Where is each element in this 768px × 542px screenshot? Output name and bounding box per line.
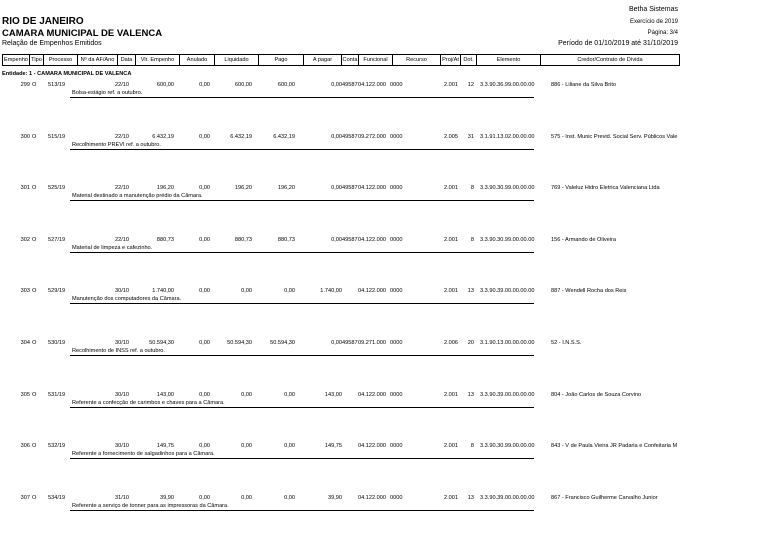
cell-liquidado: 6.432,19 — [230, 133, 252, 140]
cell-pago: 0,00 — [284, 288, 295, 295]
row-divider — [70, 97, 534, 98]
cell-proj: 2.001 — [444, 494, 458, 501]
cell-elemento: 3.3.90.30.99.00.00.00 — [480, 185, 535, 192]
row-divider — [70, 252, 534, 253]
cell-proj: 2.001 — [444, 288, 458, 295]
cell-dot: 13 — [467, 391, 474, 398]
cell-elemento: 3.1.90.13.00.00.00.00 — [480, 340, 535, 346]
cell-credor: 887 - Wendell Rocha dos Reis — [551, 288, 627, 295]
cell-valor: 50.594,30 — [149, 340, 174, 346]
cell-apagar: 149,75 — [324, 443, 342, 450]
col-header: Processo — [44, 55, 78, 65]
cell-recurso: 0000 — [390, 185, 403, 192]
cell-data: 30/10 — [115, 288, 129, 295]
cell-valor: 143,00 — [156, 391, 174, 398]
cell-dot: 20 — [467, 340, 474, 346]
cell-tipo: O — [32, 288, 37, 295]
cell-recurso: 0000 — [390, 236, 403, 243]
cell-elemento: 3.1.91.13.02.00.00.00 — [480, 133, 535, 140]
cell-anulado: 0,00 — [199, 236, 210, 243]
cell-credor: 804 - João Carlos de Souza Corvino — [551, 391, 642, 398]
cell-historico: Bolsa-estágio ref. a outubro. — [72, 90, 143, 96]
cell-elemento: 3.3.90.39.00.00.00.00 — [480, 494, 535, 501]
cell-proj: 2.001 — [444, 443, 458, 450]
cell-funcional: 09.272.000 — [358, 133, 386, 140]
exercise-year: Exercício de 2019 — [629, 19, 678, 25]
cell-recurso: 0000 — [390, 82, 403, 88]
cell-apagar: 0,00 — [331, 340, 342, 346]
cell-tipo: O — [32, 133, 37, 140]
cell-elemento: 3.3.90.39.00.00.00.00 — [480, 391, 535, 398]
cell-tipo: O — [32, 82, 37, 88]
cell-proj: 2.006 — [444, 340, 458, 346]
cell-proj: 2.001 — [444, 236, 458, 243]
cell-anulado: 0,00 — [199, 340, 210, 346]
cell-funcional: 04.122.000 — [358, 236, 386, 243]
organization-name: CAMARA MUNICIPAL DE VALENCA — [2, 28, 163, 39]
cell-funcional: 04.122.000 — [358, 494, 386, 501]
col-header: Funcional — [359, 55, 393, 65]
cell-processo: 534/19 — [48, 494, 66, 501]
cell-processo: 530/19 — [48, 340, 66, 346]
cell-credor: 52 - I.N.S.S. — [551, 340, 582, 346]
cell-tipo: O — [32, 494, 37, 501]
cell-credor: 867 - Francisco Guilherme Carvalho Junior — [551, 494, 658, 501]
system-name: Betha Sistemas — [628, 6, 678, 13]
cell-credor: 769 - Valeluz Hidro Eletrica Valenciana Ltda — [551, 185, 660, 192]
cell-funcional: 04.122.000 — [358, 288, 386, 295]
cell-processo: 531/19 — [48, 391, 66, 398]
col-header: Vlr. Empenho — [136, 55, 180, 65]
cell-conta: 49587 — [342, 185, 358, 192]
cell-elemento: 3.3.90.36.99.00.00.00 — [480, 82, 535, 88]
page-number: Página: 3/4 — [647, 30, 678, 36]
col-header: Tipo — [30, 55, 44, 65]
col-header: Dot. — [461, 55, 477, 65]
cell-empenho: 299 — [20, 82, 30, 88]
cell-historico: Referente a serviço de tonner para as impressoras da Câmara. — [72, 502, 229, 509]
cell-funcional: 04.122.000 — [358, 82, 386, 88]
cell-liquidado: 196,20 — [234, 185, 252, 192]
report-period: Período de 01/10/2019 até 31/10/2019 — [558, 40, 678, 47]
cell-anulado: 0,00 — [199, 185, 210, 192]
row-divider — [70, 303, 534, 304]
cell-empenho: 302 — [20, 236, 30, 243]
cell-anulado: 0,00 — [199, 443, 210, 450]
cell-historico: Referente a confecção de carimbos e chaves para a Câmara. — [72, 399, 225, 406]
cell-empenho: 305 — [20, 391, 30, 398]
cell-elemento: 3.3.90.30.99.00.00.00 — [480, 236, 535, 243]
cell-dot: 13 — [467, 288, 474, 295]
cell-empenho: 300 — [20, 133, 30, 140]
cell-pago: 880,73 — [277, 236, 295, 243]
cell-liquidado: 0,00 — [241, 391, 252, 398]
cell-anulado: 0,00 — [199, 494, 210, 501]
cell-historico: Recolhimento de INSS ref. a outubro. — [72, 348, 165, 354]
cell-data: 30/10 — [115, 443, 129, 450]
cell-conta: 49587 — [342, 340, 358, 346]
cell-credor: 575 - Inst. Munic Previd. Social Serv. Públicos Vale — [551, 133, 678, 140]
cell-elemento: 3.3.90.39.00.00.00.00 — [480, 288, 535, 295]
col-header: Credor/Contrato de Dívida — [577, 57, 643, 63]
cell-processo: 513/19 — [48, 82, 66, 88]
cell-valor: 880,73 — [156, 236, 174, 243]
cell-apagar: 143,00 — [324, 391, 342, 398]
cell-credor: 843 - V de Paula Vieira JR Padaria e Confeitaria M — [551, 443, 678, 450]
cell-liquidado: 600,00 — [234, 82, 252, 88]
cell-recurso: 0000 — [390, 340, 403, 346]
state-name: RIO DE JANEIRO — [2, 16, 84, 27]
cell-pago: 6.432,19 — [273, 133, 295, 140]
cell-apagar: 1.740,00 — [320, 288, 342, 295]
cell-valor: 600,00 — [156, 82, 174, 88]
cell-data: 30/10 — [115, 391, 129, 398]
cell-apagar: 0,00 — [331, 82, 342, 88]
cell-apagar: 0,00 — [331, 185, 342, 192]
cell-funcional: 09.271.000 — [358, 340, 386, 346]
row-divider — [70, 407, 534, 408]
cell-liquidado: 50.594,30 — [227, 340, 252, 346]
col-header: Conta — [342, 57, 358, 63]
cell-historico: Referente a fornecimento de salgadinhos para a Câmara. — [72, 451, 215, 458]
cell-anulado: 0,00 — [199, 82, 210, 88]
cell-processo: 529/19 — [48, 288, 66, 295]
row-divider — [70, 149, 534, 150]
col-header: Empenho — [3, 55, 30, 65]
row-divider — [70, 200, 534, 201]
cell-anulado: 0,00 — [199, 288, 210, 295]
cell-credor: 886 - Liliane da Silva Brito — [551, 82, 616, 88]
cell-liquidado: 0,00 — [241, 494, 252, 501]
cell-dot: 12 — [467, 82, 474, 88]
cell-apagar: 0,00 — [331, 133, 342, 140]
cell-tipo: O — [32, 236, 37, 243]
cell-historico: Material destinado a manutenção prédio da Câmara. — [72, 193, 203, 200]
cell-anulado: 0,00 — [199, 391, 210, 398]
cell-proj: 2.001 — [444, 82, 458, 88]
row-divider — [70, 355, 534, 356]
cell-processo: 525/19 — [48, 185, 66, 192]
report-title: Relação de Empenhos Emitidos — [2, 40, 102, 47]
cell-tipo: O — [32, 340, 37, 346]
cell-conta: 49587 — [342, 133, 358, 140]
col-header: Liquidado — [215, 55, 259, 65]
cell-valor: 196,20 — [156, 185, 174, 192]
col-header: Proj/At — [441, 55, 461, 65]
cell-conta: 49587 — [342, 82, 358, 88]
cell-pago: 0,00 — [284, 391, 295, 398]
cell-dot: 8 — [470, 236, 474, 243]
cell-recurso: 0000 — [390, 391, 403, 398]
col-header: Pago — [259, 55, 304, 65]
cell-recurso: 0000 — [390, 133, 403, 140]
entity-label: Entidade: 1 - CAMARA MUNICIPAL DE VALENCA — [2, 71, 132, 77]
cell-processo: 532/19 — [48, 443, 66, 450]
cell-data: 31/10 — [115, 494, 129, 501]
cell-recurso: 0000 — [390, 288, 403, 295]
row-divider — [70, 510, 534, 511]
cell-pago: 0,00 — [284, 443, 295, 450]
col-header: A pagar — [304, 55, 342, 65]
cell-funcional: 04.122.000 — [358, 443, 386, 450]
cell-liquidado: 880,73 — [234, 236, 252, 243]
cell-valor: 149,75 — [156, 443, 174, 450]
cell-recurso: 0000 — [390, 494, 403, 501]
cell-tipo: O — [32, 443, 37, 450]
cell-funcional: 04.122.000 — [358, 391, 386, 398]
cell-valor: 1.740,00 — [152, 288, 174, 295]
cell-historico: Manutenção dos computadores da Câmara. — [72, 296, 182, 303]
col-header: Recurso — [393, 55, 441, 65]
col-header: Anulado — [180, 55, 215, 65]
row-divider — [70, 458, 534, 459]
cell-pago: 50.594,30 — [270, 340, 295, 346]
cell-data: 30/10 — [115, 340, 129, 346]
cell-proj: 2.005 — [444, 133, 458, 140]
col-header: Elemento — [477, 55, 541, 65]
cell-pago: 600,00 — [277, 82, 295, 88]
cell-apagar: 39,90 — [328, 494, 342, 501]
cell-liquidado: 0,00 — [241, 443, 252, 450]
cell-dot: 13 — [467, 494, 474, 501]
cell-data: 22/10 — [115, 236, 129, 243]
cell-empenho: 307 — [20, 494, 30, 501]
cell-empenho: 303 — [20, 288, 30, 295]
cell-liquidado: 0,00 — [241, 288, 252, 295]
cell-elemento: 3.3.90.30.99.00.00.00 — [480, 443, 535, 450]
cell-recurso: 0000 — [390, 443, 403, 450]
cell-anulado: 0,00 — [199, 133, 210, 140]
col-header: Data — [118, 55, 136, 65]
cell-data: 22/10 — [115, 185, 129, 192]
cell-dot: 8 — [470, 185, 474, 192]
cell-proj: 2.001 — [444, 391, 458, 398]
cell-historico: Material de limpeza e cafezinho. — [72, 244, 153, 251]
cell-conta: 49587 — [342, 236, 358, 243]
cell-dot: 31 — [467, 133, 474, 140]
cell-proj: 2.001 — [444, 185, 458, 192]
cell-pago: 0,00 — [284, 494, 295, 501]
cell-pago: 196,20 — [277, 185, 295, 192]
cell-empenho: 301 — [20, 185, 30, 192]
col-header: Nº da AF/Ano — [78, 55, 118, 65]
column-header-row — [2, 54, 680, 66]
cell-data: 22/10 — [115, 133, 129, 140]
cell-valor: 39,90 — [160, 494, 174, 501]
cell-valor: 6.432,19 — [152, 133, 174, 140]
cell-empenho: 304 — [20, 340, 30, 346]
cell-processo: 515/19 — [48, 133, 66, 140]
cell-funcional: 04.122.000 — [358, 185, 386, 192]
cell-credor: 156 - Armando de Oliveira — [551, 236, 616, 243]
cell-tipo: O — [32, 391, 37, 398]
cell-dot: 8 — [470, 443, 474, 450]
cell-empenho: 306 — [20, 443, 30, 450]
cell-apagar: 0,00 — [331, 236, 342, 243]
cell-historico: Recolhimento PREVI ref. a outubro. — [72, 141, 161, 148]
cell-tipo: O — [32, 185, 37, 192]
cell-processo: 527/19 — [48, 236, 66, 243]
cell-data: 22/10 — [115, 82, 129, 88]
